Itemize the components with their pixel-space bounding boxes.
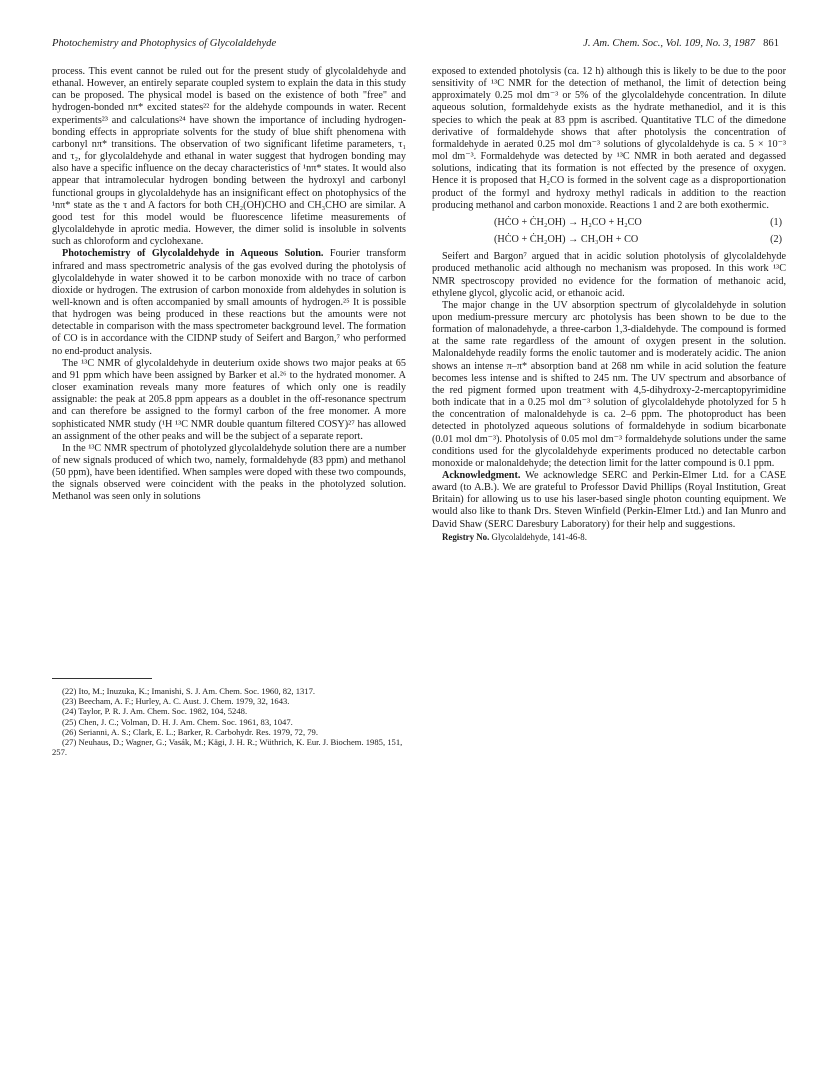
journal-info: J. Am. Chem. Soc., Vol. 109, No. 3, 1987 <box>583 38 756 49</box>
running-title: Photochemistry and Photophysics of Glycolaldehyde <box>52 38 277 49</box>
paragraph: The ¹³C NMR of glycolaldehyde in deuterium oxide shows two major peaks at 65 and 91 ppm which have been assigned by Barker et al.²⁶ to the hydrated monomer. A closer examination reveals many more features of which only one is readily assignable: the peak at 205.8 ppm appears as a doublet in the off-resonance spectrum and can therefore be assigned to the formyl carbon of the free monomer. A more sophisticated NMR study (¹H ¹³C NMR double quantum filtered COSY)²⁷ has allowed an assignment of the other peaks and will be the subject of a separate report. <box>52 357 406 442</box>
footnote-divider <box>52 678 152 679</box>
section-heading: Photochemistry of Glycolaldehyde in Aqueous Solution. <box>62 248 324 260</box>
page-number: 861 <box>763 38 779 49</box>
equation-number: (1) <box>770 216 782 228</box>
equation-2 <box>432 234 786 246</box>
equation-1 <box>432 217 786 229</box>
section-paragraph <box>52 248 406 357</box>
paragraph: In the ¹³C NMR spectrum of photolyzed glycolaldehyde solution there are a number of new signals produced of which two, namely, formaldehyde (83 ppm) and methanol (50 ppm), have been identified. When samples were doped with these two compounds, the signals observed were coincident with the peaks in the photolyzed solution. Methanol was seen only in solutions <box>52 442 406 503</box>
registry-numbers <box>432 531 786 543</box>
equation-text: (HĊO + ĊH₂OH) → CH₃OH + CO <box>494 234 639 246</box>
equation-text: (HĊO + ĊH₂OH) → H₂CO + H₂CO <box>494 216 642 228</box>
reference: (22) Ito, M.; Inuzuka, K.; Imanishi, S. J. Am. Chem. Soc. 1960, 82, 1317. <box>62 686 316 696</box>
journal-citation <box>583 38 779 49</box>
registry-text: Glycolaldehyde, 141-46-8. <box>491 531 587 542</box>
acknowledgment <box>432 470 786 531</box>
reference: (23) Beecham, A. F.; Hurley, A. C. Aust. J. Chem. 1979, 32, 1643. <box>62 696 290 707</box>
reference: (24) Taylor, P. R. J. Am. Chem. Soc. 1982, 104, 5248. <box>62 706 248 717</box>
paragraph: exposed to extended photolysis (ca. 12 h) although this is likely to be due to the poor sensitivity of ¹³C NMR for the detection of methanol, the limit of detection being approximately 0.25 mol dm⁻³ or 5% of the glycolaldehyde concentration. In dilute aqueous solution, formaldehyde exists as the hydrate methanediol, and it is this species to which the peak at 83 ppm is ascribed. Quantitative TLC of the dimedone derivative of formaldehyde shows that after photolysis the concentration of formaldehyde in aerated 0.25 mol dm⁻³ solutions of glycolaldehyde is ca. 5 × 10⁻³ mol dm⁻³. Formaldehyde was detected by ¹³C NMR in both aerated and degassed solutions, indicating that its formation is not effected by the presence of oxygen. Hence it is proposed that H₂CO is formed in the solvent cage as a disproportionation product of the formyl and hydroxy methyl radicals in addition to the reaction producing methanol and carbon monoxide. Reactions 1 and 2 are both exothermic. <box>432 66 786 211</box>
paragraph-text: Fourier transform infrared and mass spectrometric analysis of the gas evolved during the photolysis of glycolaldehyde in water showed it to be carbon monoxide with no trace of carbon dioxide or hydrogen. The extrusion of carbon monoxide from aldehydes in solution is well-known and is often accompanied by small amounts of hydrogen.²⁵ It is possible that hydrogen was being produced in these reactions but the amounts were not detectable in comparison with the mass spectrometer background level. The formation of CO is in accordance with the CIDNP study of Seifert and Bargon,⁷ who performed no end-product analysis. <box>52 248 406 357</box>
running-header <box>52 38 779 54</box>
acknowledgment-heading: Acknowledgment. <box>442 470 521 481</box>
equation-number: (2) <box>770 234 782 246</box>
references <box>52 686 406 757</box>
reference: (27) Neuhaus, D.; Wagner, G.; Vasák, M.; Kägi, J. H. R.; Wüthrich, K. Eur. J. Biochem. 1985, 151, 257. <box>52 737 403 758</box>
registry-label: Registry No. <box>442 531 490 542</box>
left-column <box>52 66 406 504</box>
acknowledgment-text: We acknowledge SERC and Perkin-Elmer Ltd. for a CASE award (to A.B.). We are grateful to Professor David Phillips (Royal Institution, Great Britain) for allowing us to use his laser-based single photon counting equipment. We would also like to thank Drs. Steven Winfield (Perkin-Elmer Ltd.) and Ian Munro and David Shaw (SERC Daresbury Laboratory) for their help and suggestions. <box>432 470 786 530</box>
paragraph: Seifert and Bargon⁷ argued that in acidic solution photolysis of glycolaldehyde produced methanolic acid although no mechanism was proposed. In this work ¹³C NMR spectroscopy provided no evidence for the formation of methanoic acid, ethylene glycol, glycolic acid, or ethanoic acid. <box>432 251 786 299</box>
reference: (26) Serianni, A. S.; Clark, E. L.; Barker, R. Carbohydr. Res. 1979, 72, 79. <box>62 726 319 737</box>
paragraph: The major change in the UV absorption spectrum of glycolaldehyde in solution upon medium-pressure mercury arc photolysis has been shown to be due to the formation of malonadehyde, a three-carbon 1,3-dialdehyde. The compound is formed at the same rate regardless of the amount of oxygen present in the solution. Malonaldehyde readily forms the enolic tautomer and is moderately acidic. The anion shows an intense π–π* absorption band at 268 nm while in acid solution the feature becomes less intense and is shifted to 245 nm. The UV spectrum and absorbance of the red pigment formed upon treatment with 4,5-dihydroxy-2-mercaptopyrimidine both indicate that in a 0.25 mol dm⁻³ solution of glycolaldehyde photolyzed for 5 h the concentration of malonaldehyde is ca. 2–6 ppm. The photoproduct has been detected in photolyzed aqueous solutions of formaldehyde in sodium bicarbonate (0.01 mol dm⁻³). Photolysis of 0.05 mol dm⁻³ formaldehyde solutions under the same conditions used for the glycolaldehyde experiments produced no detectable carbon monoxide or malonaldehyde; the detection limit for the latter compound is 0.1 ppm. <box>432 299 786 469</box>
paragraph: process. This event cannot be ruled out for the present study of glycolaldehyde and ethanal. However, an entirely separate coupled system to explain the data in this study can be proposed. The physical model is based on the existence of both "free" and hydrogen-bonded nπ* excited states²² for the aldehyde compounds in water. Recent experiments²³ and calculations²⁴ have shown the importance of including hydrogen-bonding effects in appropriate solvents for the study of blue shift phenomena with carbonyl nπ* transitions. The observation of two significant lifetime parameters, τ₁ and τ₂, for glycolaldehyde and ethanal in water suggest that hydrogen bonding may also have a specific influence on the decay characteristics of ¹nπ* states. It would also appear that intramolecular hydrogen bonding between the hydroxyl and carbonyl functional groups in glycolaldehyde has an insignificant effect on photophysics of the ¹nπ* state as the τ and A factors for both CH₂(OH)CHO and CH₃CHO are similar. A good test for this model would be fluorescence lifetime measurements of glycolaldehyde in aprotic media. However, the dimer solid is insoluble in solvents such as chloroform and cyclohexane. <box>52 66 406 248</box>
right-column <box>432 66 786 543</box>
reference: (25) Chen, J. C.; Volman, D. H. J. Am. Chem. Soc. 1961, 83, 1047. <box>62 716 293 727</box>
